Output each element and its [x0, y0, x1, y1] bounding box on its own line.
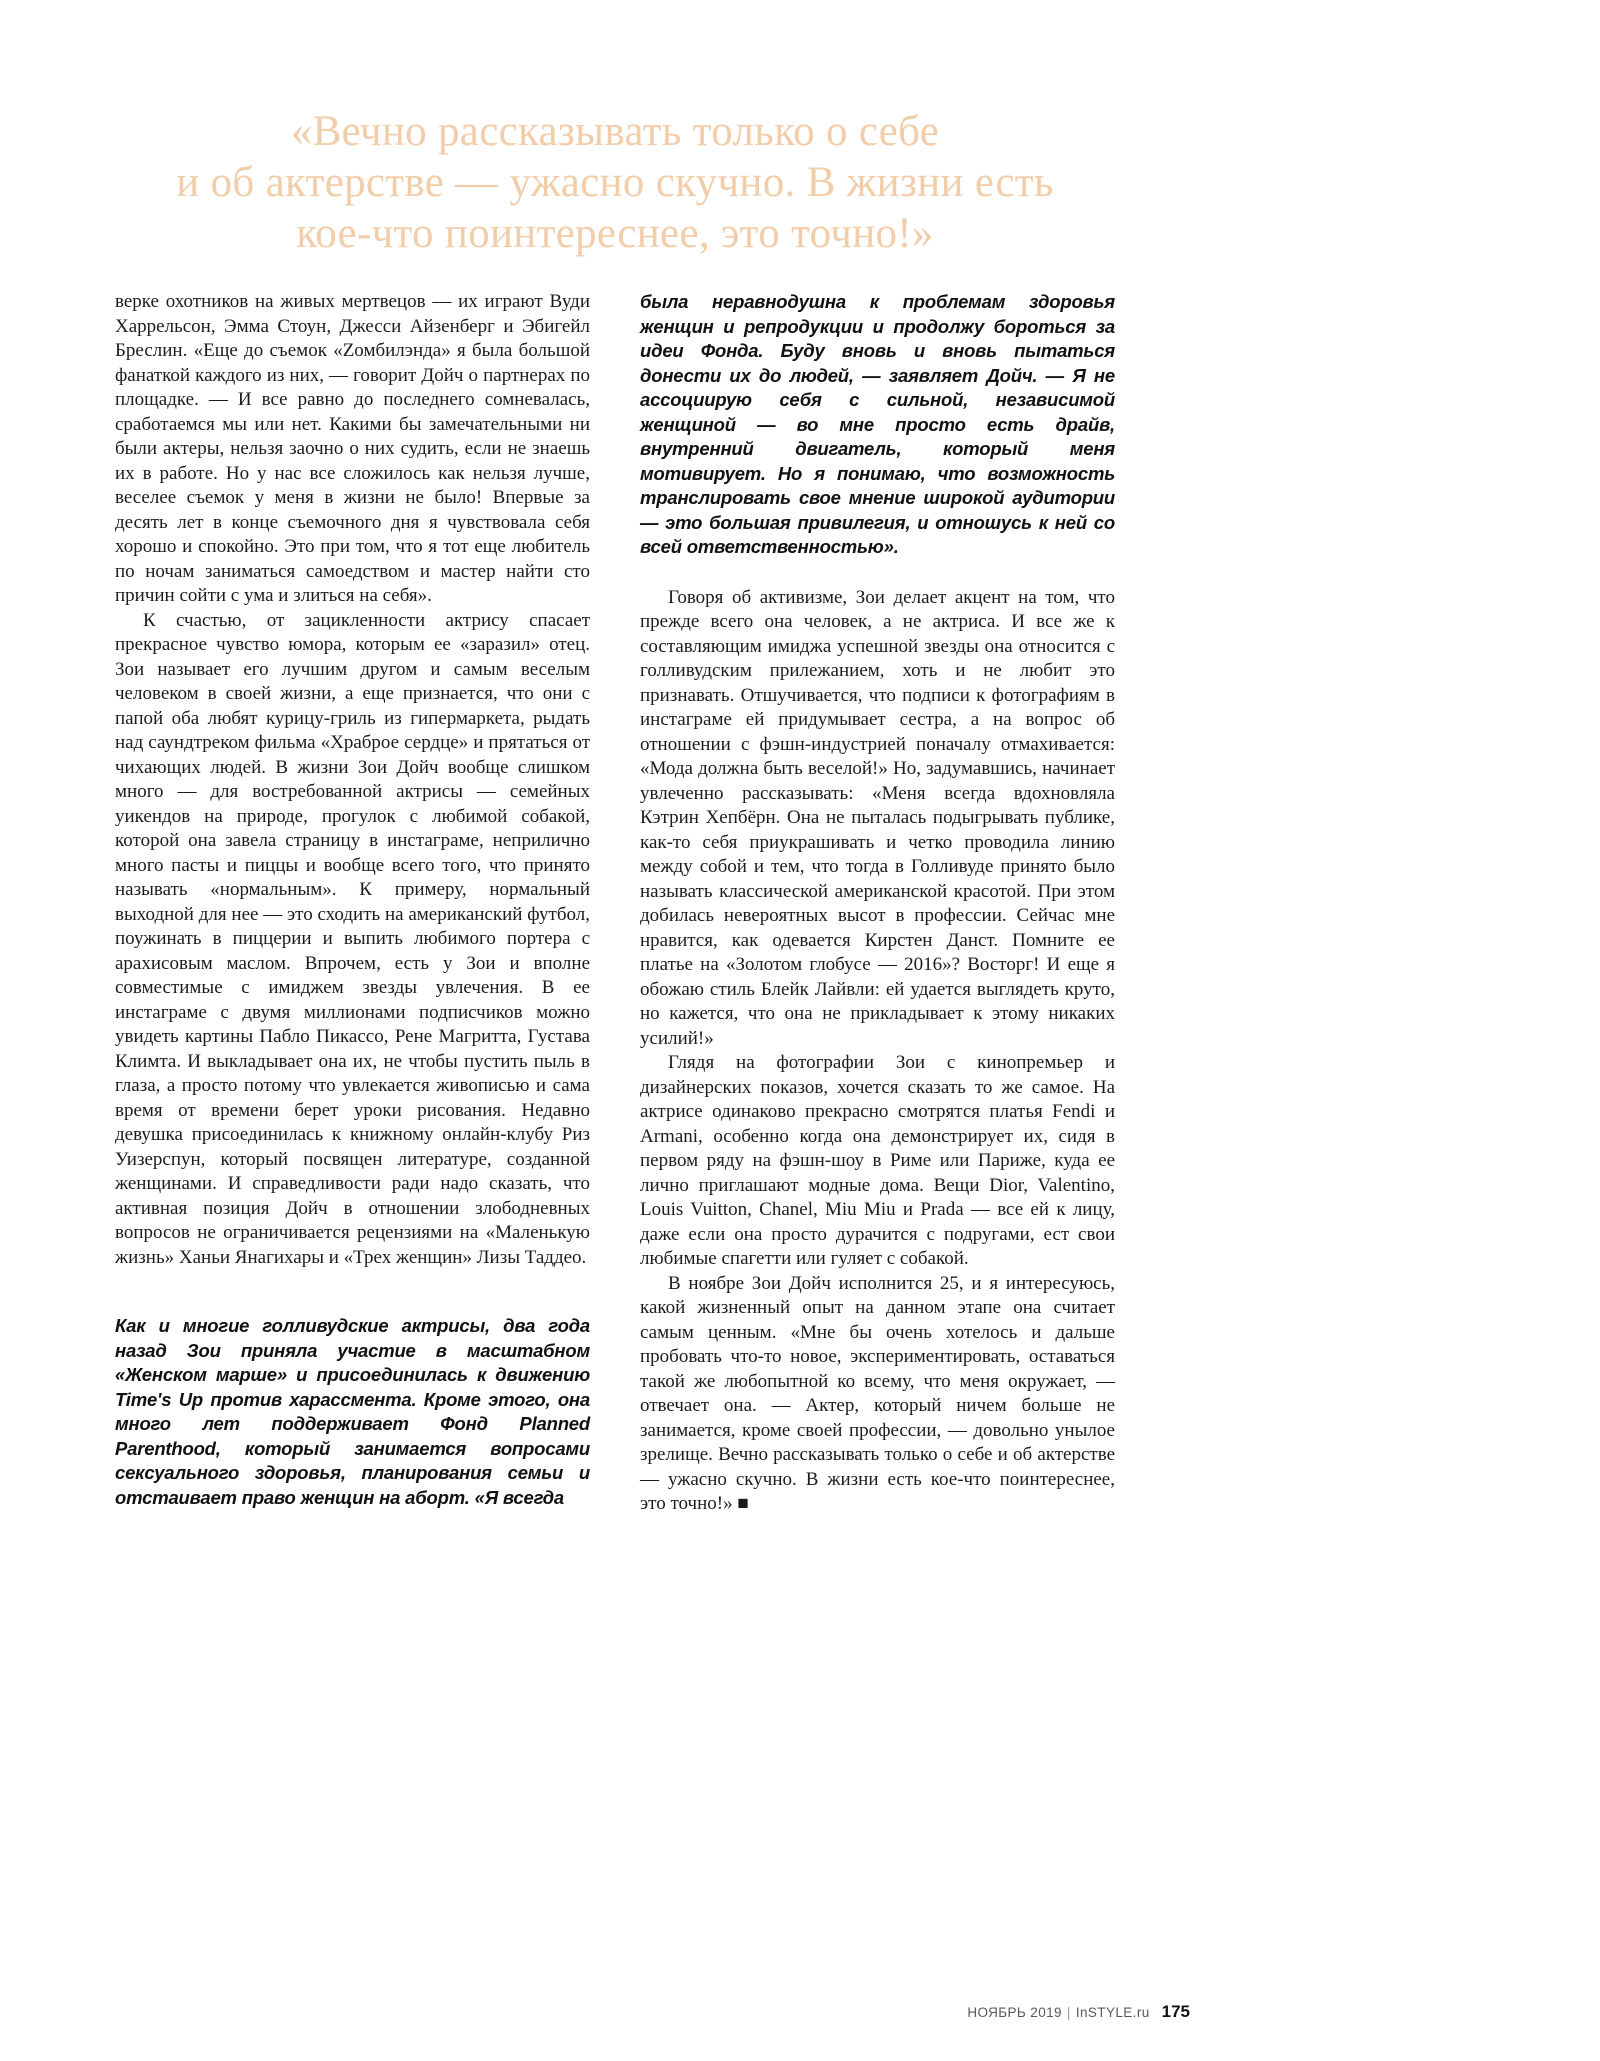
lead-paragraph: была неравнодушна к проблемам здоровья женщин и репродукции и продолжу бороться за идеи Фонда. Буду вновь и вновь пытаться донести их до людей, — заявляет Дойч. — Я не ассоциирую себя с сильной, независимой женщиной — во мне просто есть драйв, внутренний двигатель, который меня мотивирует. Но я понимаю, что возможность транслировать свое мнение широкой аудитории — это большая привилегия, и отношусь к ней со всей ответственностью». — [640, 291, 1115, 557]
page-footer — [115, 2002, 1190, 2022]
pull-quote-line-1: «Вечно рассказывать только о себе — [290, 108, 940, 155]
site-name: InSTYLE.ru — [1075, 2005, 1150, 2020]
pull-quote — [115, 106, 1115, 259]
page-number: 175 — [1161, 2002, 1190, 2021]
body-paragraph: Глядя на фотографии Зои с кинопремьер и дизайнерских показов, хочется сказать то же самое. На актрисе одинаково прекрасно смотрятся платья Fendi и Armani, особенно когда она демонстрирует их, сидя в первом ряду на фэшн-шоу в Риме или Париже, куда ее лично приглашают модные дома. Вещи Dior, Valentino, Louis Vuitton, Chanel, Miu Miu и Prada — все ей к лицу, даже если она просто дурачится с подругами, ест свои любимые спагетти или гуляет с собакой. — [640, 1052, 1115, 1269]
article-columns — [115, 290, 1115, 1517]
pull-quote-line-2: и об актерстве — ужасно скучно. В жизни есть — [176, 159, 1054, 206]
body-paragraph: К счастью, от зацикленности актрису спасает прекрасное чувство юмора, которым ее «заразил» отец. Зои называет его лучшим другом и самым веселым человеком в своей жизни, а еще признается, что они с папой оба любят курицу-гриль из гипермаркета, рыдать над саундтреком фильма «Храброе сердце» и прятаться от чихающих людей. В жизни Зои Дойч вообще слишком много — для востребованной актрисы — семейных уикендов на природе, прогулок с любимой собакой, которой она завела страницу в инстаграме, неприлично много пасты и пиццы и вообще всего того, что принято называть «нормальным». К примеру, нормальный выходной для нее — это сходить на американский футбол, поужинать в пиццерии и выпить любимого портера с арахисовым маслом. Впрочем, есть у Зои и вполне совместимые с имиджем звезды увлечения. В ее инстаграме с двумя миллионами подписчиков можно увидеть картины Пабло Пикассо, Рене Магритта, Густава Климта. И выкладывает она их, не чтобы пустить пыль в глаза, а просто потому что увлекается живописью и сама время от времени берет уроки рисования. Недавно девушка присоединилась к книжному онлайн-клубу Риз Уизерспун, который посвящен литературе, созданной женщинами. И справедливости ради надо сказать, что активная позиция Дойч в отношении злободневных вопросов не ограничивается рецензиями на «Маленькую жизнь» Ханьи Янагихары и «Трех женщин» Лизы Таддео. — [115, 609, 590, 1268]
issue-date: НОЯБРЬ 2019 — [967, 2005, 1062, 2020]
body-paragraph: верке охотников на живых мертвецов — их играют Вуди Харрельсон, Эмма Стоун, Джесси Айзенберг и Эбигейл Бреслин. «Еще до съемок «Zомбилэнда» я была большой фанаткой каждого из них, — говорит Дойч о партнерах по площадке. — И все равно до последнего сомневалась, сработаемся мы или нет. Какими бы замечательными ни были актеры, нельзя заочно о них судить, если не знаешь их в работе. Но у нас все сложилось как нельзя лучше, веселее съемок у меня в жизни не было! Впервые за десять лет в конце съемочного дня я чувствовала себя хорошо и спокойно. Это при том, что я тот еще любитель по ночам заниматься самоедством и мастер найти сто причин сойти с ума и злиться на себя». — [115, 291, 590, 606]
pull-quote-line-3: кое-что поинтереснее, это точно!» — [296, 210, 934, 257]
lead-paragraph: Как и многие голливудские актрисы, два года назад Зои приняла участие в масштабном «Женском марше» и присоединилась к движению Time's Up против харассмента. Кроме этого, она много лет поддерживает Фонд Planned Parenthood, который занимается вопросами сексуального здоровья, планирования семьи и отстаивает право женщин на аборт. «Я всегда — [115, 1315, 590, 1508]
right-column — [640, 290, 1115, 1517]
body-paragraph: Говоря об активизме, Зои делает акцент на том, что прежде всего она человек, а не актриса. И все же к составляющим имиджа успешной звезды она относится с голливудским прилежанием, хоть и не любит это признавать. Отшучивается, что подписи к фотографиям в инстаграме ей придумывает сестра, а на вопрос об отношении с фэшн-индустрией поначалу отмахивается: «Мода должна быть веселой!» Но, задумавшись, начинает увлеченно рассказывать: «Меня всегда вдохновляла Кэтрин Хепбёрн. Она не пыталась подыгрывать публике, как-то себя приукрашивать и четко проводила линию между собой и тем, что тогда в Голливуде принято было называть классической американской красотой. При этом добилась невероятных высот в профессии. Сейчас мне нравится, как одевается Кирстен Данст. Помните ее платье на «Золотом глобусе — 2016»? Восторг! И еще я обожаю стиль Блейк Лайвли: ей удается выглядеть круто, но кажется, что она не прикладывает к этому никаких усилий!» — [640, 586, 1115, 1049]
footer-separator: | — [1066, 2005, 1071, 2020]
body-paragraph: В ноябре Зои Дойч исполнится 25, и я интересуюсь, какой жизненный опыт на данном этапе она считает самым ценным. «Мне бы очень хотелось и дальше пробовать что-то новое, экспериментировать, оставаться такой же любопытной ко всему, что меня окружает, — отвечает она. — Актер, который ничем больше не занимается, кроме своей профессии, — довольно унылое зрелище. Вечно рассказывать только о себе и об актерстве — ужасно скучно. В жизни есть кое-что поинтереснее, это точно!» ■ — [640, 1272, 1115, 1514]
left-column — [115, 290, 590, 1517]
